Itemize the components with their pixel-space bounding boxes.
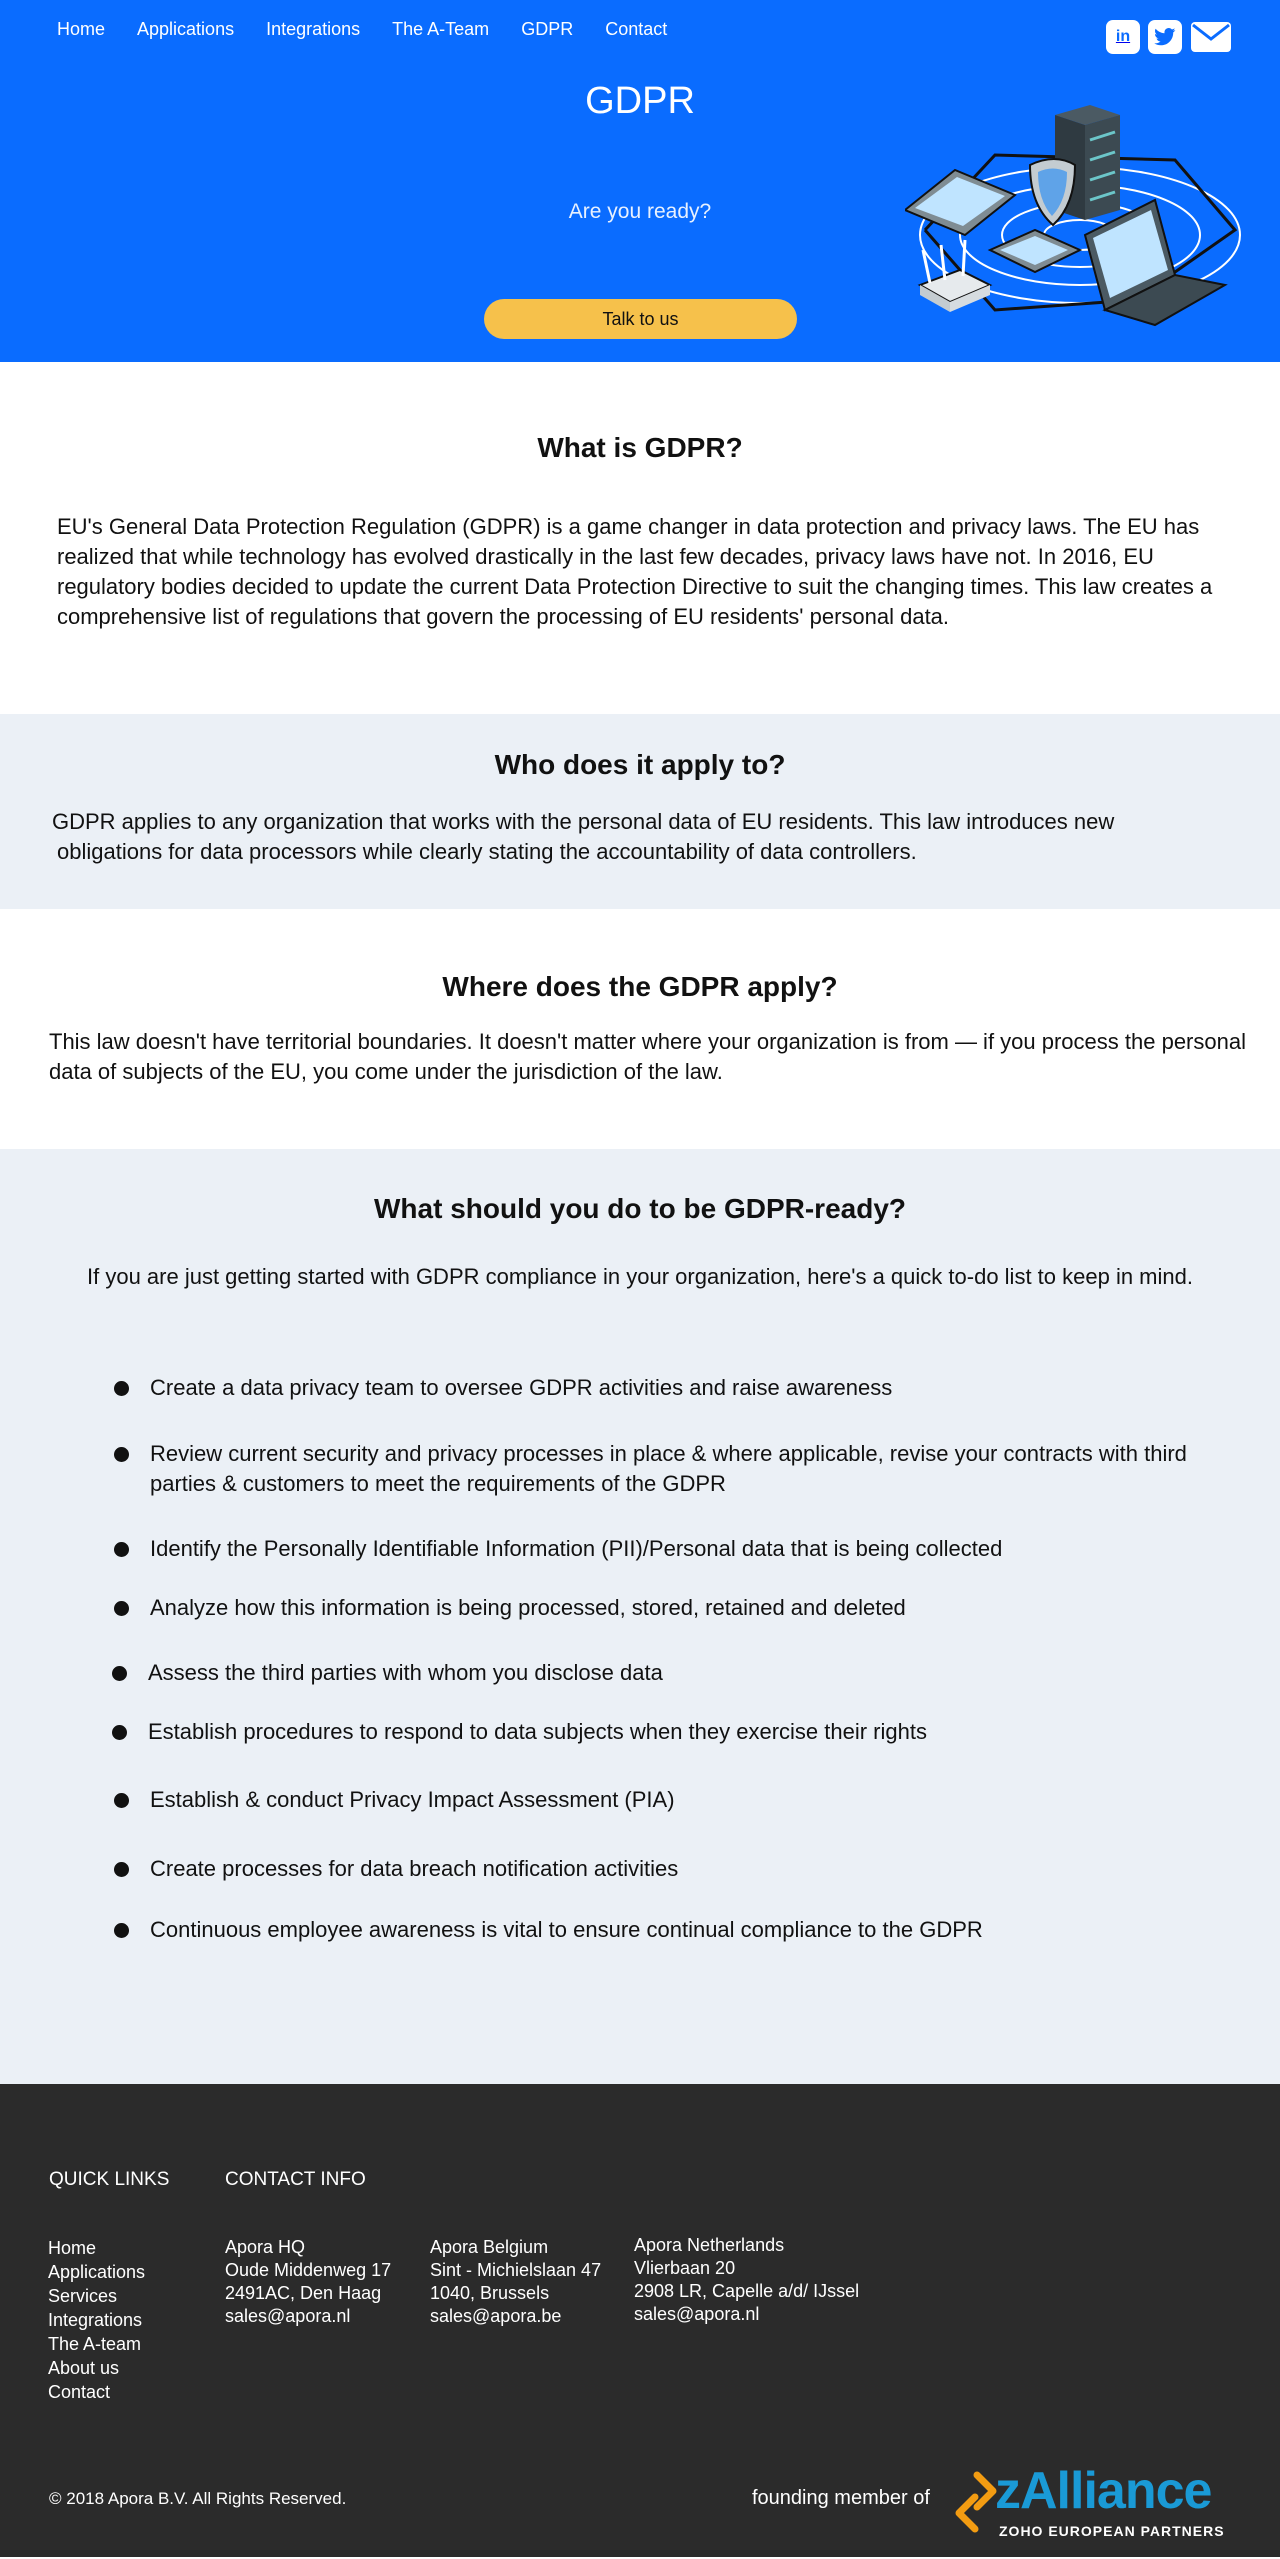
footer-link-applications[interactable]: Applications — [48, 2262, 146, 2282]
where-text: This law doesn't have territorial boundaries. It doesn't matter where your organization is from — if you process the personal data of subjects of the EU, you come under the jurisdiction of the law. — [49, 1029, 1246, 1084]
list-item — [150, 1915, 1190, 1945]
who-text-line-1: GDPR applies to any organization that works with the personal data of EU residents. This law introduces new — [52, 809, 1115, 834]
list-item — [150, 1373, 1190, 1403]
nav-a-team[interactable]: The A-Team — [392, 19, 490, 39]
hero-banner — [0, 0, 1280, 362]
talk-to-us-button[interactable]: Talk to us — [484, 299, 797, 339]
zalliance-logo-text: zAlliance — [995, 2462, 1212, 2520]
gdpr-ready-heading: What should you do to be GDPR-ready? — [374, 1193, 906, 1224]
list-item-text: Review current security and privacy processes in place & where applicable, revise your contracts with third parties & customers to meet the requirements of the GDPR — [150, 1441, 1187, 1496]
bullet-icon — [114, 1381, 129, 1396]
list-item-text: Identify the Personally Identifiable Information (PII)/Personal data that is being collected — [150, 1536, 1003, 1561]
list-item — [150, 1785, 1190, 1815]
zalliance-logo[interactable] — [955, 2462, 1235, 2542]
twitter-icon[interactable] — [1148, 20, 1182, 54]
office-email[interactable]: sales@apora.be — [430, 2306, 562, 2326]
contact-info-title: CONTACT INFO — [225, 2169, 366, 2190]
list-item — [150, 1439, 1190, 1499]
quick-links-list — [48, 2236, 145, 2404]
bullet-icon — [114, 1793, 129, 1808]
where-heading: Where does the GDPR apply? — [442, 971, 838, 1002]
office-hq — [225, 2236, 391, 2328]
list-item-text: Continuous employee awareness is vital to ensure continual compliance to the GDPR — [150, 1917, 983, 1942]
hero-title: GDPR — [585, 80, 695, 122]
office-email[interactable]: sales@apora.nl — [634, 2304, 760, 2324]
linkedin-icon[interactable] — [1106, 20, 1140, 54]
nav-gdpr[interactable]: GDPR — [521, 19, 574, 39]
footer-link-contact[interactable]: Contact — [48, 2382, 111, 2402]
footer-link-about-us[interactable]: About us — [48, 2358, 120, 2378]
hero-subtitle: Are you ready? — [568, 200, 712, 223]
nav-home[interactable]: Home — [57, 19, 106, 39]
list-item — [150, 1534, 1190, 1564]
footer-link-home[interactable]: Home — [48, 2238, 97, 2258]
list-item — [150, 1593, 1190, 1623]
list-item-text: Establish procedures to respond to data subjects when they exercise their rights — [148, 1719, 927, 1744]
list-item — [148, 1717, 1188, 1747]
bullet-icon — [114, 1923, 129, 1938]
office-street: Oude Middenweg 17 — [225, 2260, 392, 2280]
office-city: 2491AC, Den Haag — [225, 2283, 382, 2303]
quick-links-title: QUICK LINKS — [49, 2169, 170, 2190]
office-street: Vlierbaan 20 — [634, 2258, 736, 2278]
nav-contact[interactable]: Contact — [605, 19, 668, 39]
office-belgium — [430, 2236, 601, 2328]
list-item-text: Analyze how this information is being processed, stored, retained and deleted — [150, 1595, 906, 1620]
who-heading: Who does it apply to? — [494, 749, 786, 780]
office-city: 2908 LR, Capelle a/d/ IJssel — [634, 2281, 860, 2301]
gdpr-ready-section — [0, 1149, 1280, 2084]
office-netherlands — [634, 2234, 859, 2326]
site-footer — [0, 2084, 1280, 2557]
bullet-icon — [112, 1666, 127, 1681]
footer-link-services[interactable]: Services — [48, 2286, 118, 2306]
zalliance-logo-subtitle: ZOHO EUROPEAN PARTNERS — [999, 2523, 1225, 2539]
bullet-icon — [114, 1542, 129, 1557]
who-section — [0, 714, 1280, 909]
office-city: 1040, Brussels — [430, 2283, 550, 2303]
founding-member-text: founding member of — [752, 2487, 930, 2509]
office-street: Sint - Michielslaan 47 — [430, 2260, 602, 2280]
mail-icon[interactable] — [1190, 20, 1232, 54]
bullet-icon — [114, 1447, 129, 1462]
network-security-illustration-icon — [905, 100, 1250, 350]
who-text-line-2: obligations for data processors while clearly stating the accountability of data controllers. — [57, 839, 917, 864]
bullet-icon — [114, 1601, 129, 1616]
social-links — [1106, 20, 1232, 54]
nav-integrations[interactable]: Integrations — [266, 19, 361, 39]
office-name: Apora HQ — [225, 2237, 306, 2257]
footer-link-integrations[interactable]: Integrations — [48, 2310, 143, 2330]
office-email[interactable]: sales@apora.nl — [225, 2306, 351, 2326]
list-item-text: Create processes for data breach notification activities — [150, 1856, 679, 1881]
list-item-text: Create a data privacy team to oversee GDPR activities and raise awareness — [150, 1375, 893, 1400]
bullet-icon — [112, 1725, 127, 1740]
gdpr-ready-intro: If you are just getting started with GDPR compliance in your organization, here's a quick to-do list to keep in mind. — [87, 1264, 1193, 1289]
list-item — [148, 1658, 1188, 1688]
nav-applications[interactable]: Applications — [137, 19, 235, 39]
main-nav — [57, 19, 667, 40]
what-is-gdpr-text: EU's General Data Protection Regulation (GDPR) is a game changer in data protection and privacy laws. The EU has realized that while technology has evolved drastically in the last few decades, privacy laws have not. In 2016, EU regulatory bodies decided to update the current Data Protection Directive to suit the changing times. This law creates a comprehensive list of regulations that govern the processing of EU residents' personal data. — [57, 514, 1213, 629]
what-is-gdpr-section — [0, 362, 1280, 714]
list-item-text: Assess the third parties with whom you disclose data — [148, 1660, 663, 1685]
bullet-icon — [114, 1862, 129, 1877]
copyright-text: © 2018 Apora B.V. All Rights Reserved. — [49, 2489, 347, 2508]
what-is-gdpr-heading: What is GDPR? — [537, 432, 743, 463]
linkedin-text: in — [1115, 28, 1131, 45]
footer-link-a-team[interactable]: The A-team — [48, 2334, 142, 2354]
zalliance-mark-icon — [955, 2471, 997, 2533]
list-item — [150, 1854, 1190, 1884]
where-section — [0, 909, 1280, 1149]
list-item-text: Establish & conduct Privacy Impact Assessment (PIA) — [150, 1787, 675, 1812]
office-name: Apora Netherlands — [634, 2235, 785, 2255]
office-name: Apora Belgium — [430, 2237, 549, 2257]
